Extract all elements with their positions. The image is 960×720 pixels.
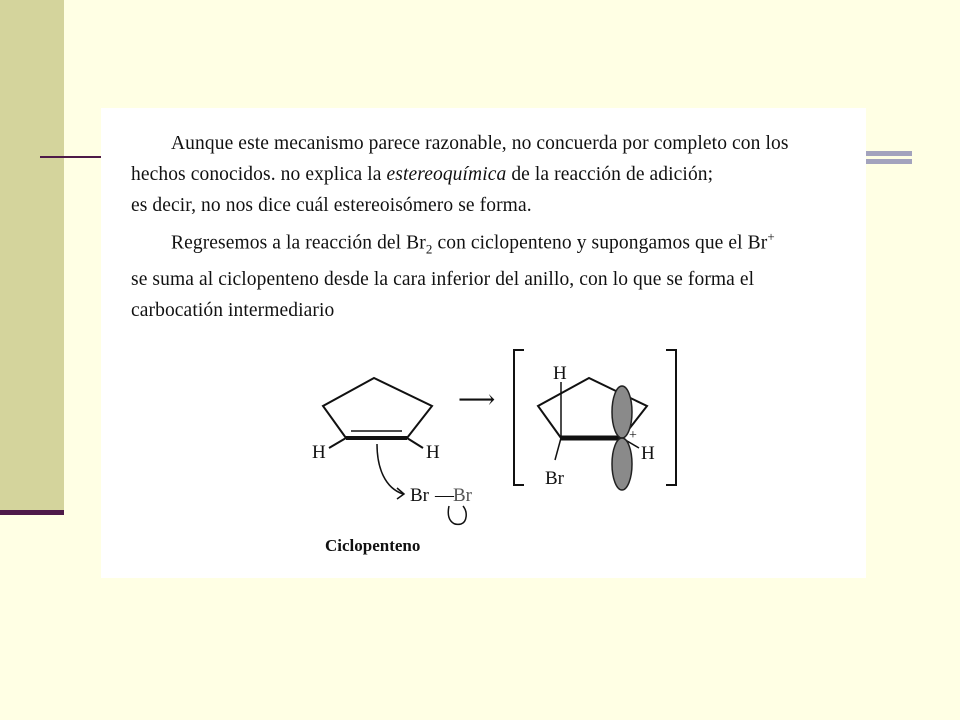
right-bracket	[666, 350, 676, 485]
br-br-bond: —	[435, 485, 454, 506]
title-rule-right-top	[862, 151, 912, 156]
text-run: hechos conocidos. no explica la	[131, 164, 387, 185]
sidebar-bottom-rule	[0, 510, 64, 515]
bromine-label-2: Br	[453, 485, 472, 506]
reaction-diagram	[101, 108, 866, 578]
bond-left-h	[329, 438, 346, 448]
left-h-label-1: H	[312, 442, 326, 463]
paragraph-bromine-line-3: carbocatión intermediario	[131, 300, 335, 322]
cation-charge: +	[629, 428, 637, 443]
text-run: de la reacción de adición;	[506, 164, 714, 185]
reaction-arrow: ⟶	[458, 385, 496, 414]
title-rule-right-bottom	[862, 159, 912, 164]
cation-h-top: H	[553, 363, 567, 384]
cyclopentene-caption: Ciclopenteno	[325, 536, 421, 555]
ring-bonds	[323, 378, 432, 438]
electron-push-arrow	[377, 444, 403, 494]
superscript: +	[767, 229, 775, 244]
bond-down-br	[555, 438, 561, 460]
cation-br-label: Br	[545, 468, 564, 489]
text-run: Regresemos a la reacción del Br	[171, 232, 426, 254]
sidebar-panel	[0, 0, 64, 512]
p-orbital-bottom-lobe	[612, 438, 632, 490]
left-bracket	[514, 350, 524, 485]
paragraph-bromine-line-2: se suma al ciclopenteno desde la cara inferior del anillo, con lo que se forma el	[131, 269, 755, 291]
subscript: 2	[425, 241, 433, 257]
bond-cleavage-arrow	[448, 506, 466, 524]
italic-term: estereoquímica	[386, 164, 507, 185]
title-rule-left	[40, 156, 104, 158]
intermediate-brackets	[514, 350, 676, 485]
text-run: es decir, no nos dice cuál estereoisómero se forma.	[131, 195, 532, 216]
text-run: con ciclopenteno y supongamos que el Br	[432, 232, 768, 254]
text-run: Aunque este mecanismo parece razonable, no concuerda por completo con los	[171, 133, 789, 154]
bond-right-h	[407, 438, 423, 448]
bromine-label-1: Br	[410, 485, 429, 506]
scanned-textbook-excerpt	[101, 108, 866, 578]
cation-h-right: H	[641, 443, 655, 464]
left-h-label-2: H	[426, 442, 440, 463]
